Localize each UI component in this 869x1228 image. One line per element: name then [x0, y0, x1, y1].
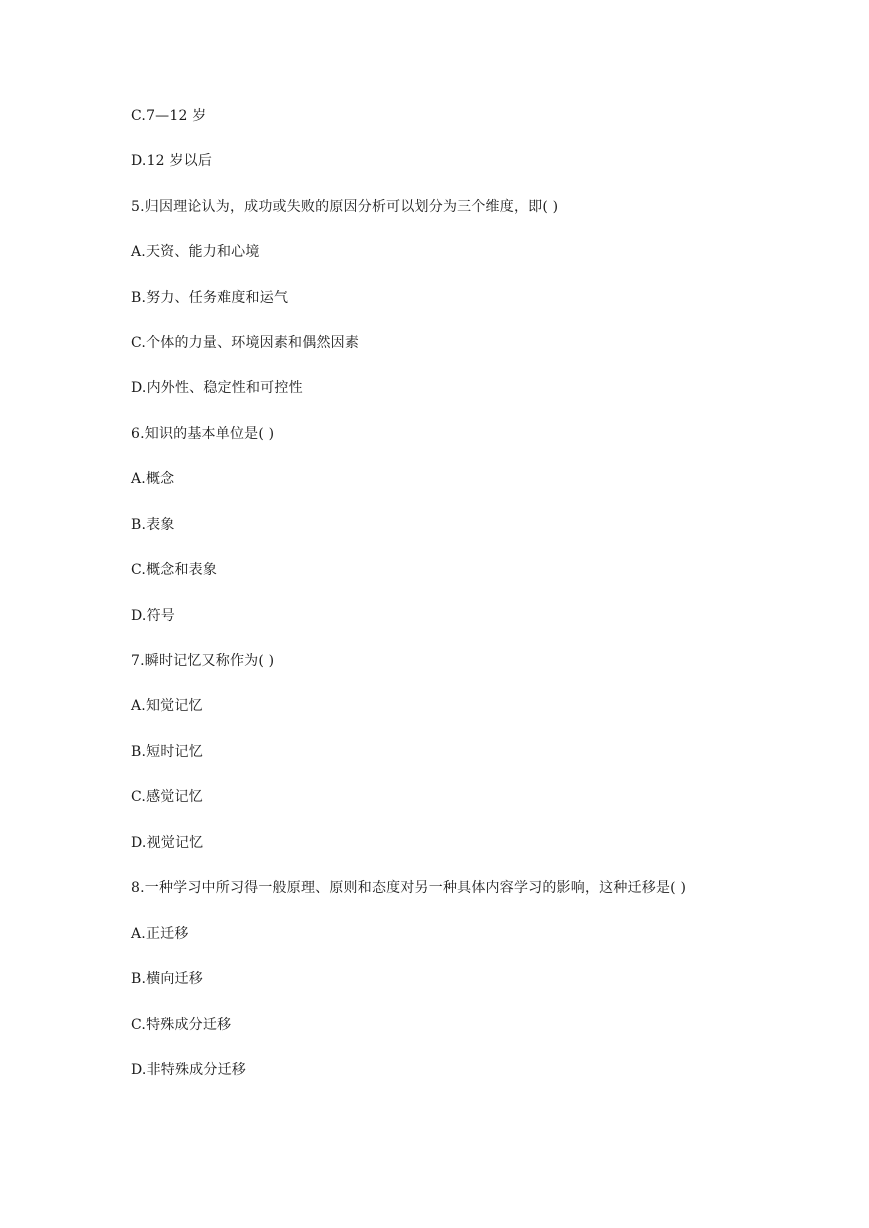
option-c-q6: C.概念和表象: [131, 562, 218, 578]
option-d-q7: D.视觉记忆: [131, 835, 204, 851]
option-a-q5: A.天资、能力和心境: [131, 244, 260, 260]
option-c-q7: C.感觉记忆: [131, 789, 203, 805]
question-5: 5.归因理论认为，成功或失败的原因分析可以划分为三个维度，即( ): [131, 199, 559, 215]
question-6: 6.知识的基本单位是( ): [131, 426, 275, 442]
option-a-q6: A.概念: [131, 471, 175, 487]
option-b-q6: B.表象: [131, 517, 175, 533]
question-8: 8.一种学习中所习得一般原理、原则和态度对另一种具体内容学习的影响，这种迁移是( ): [131, 880, 687, 896]
option-b-q8: B.横向迁移: [131, 971, 203, 987]
option-b-q5: B.努力、任务难度和运气: [131, 290, 289, 306]
option-a-q7: A.知觉记忆: [131, 698, 203, 714]
option-a-q8: A.正迁移: [131, 926, 189, 942]
option-c-q8: C.特殊成分迁移: [131, 1017, 232, 1033]
option-c-q4: C.7—12 岁: [131, 108, 207, 124]
option-d-q4: D.12 岁以后: [131, 153, 213, 169]
option-d-q6: D.符号: [131, 608, 175, 624]
option-d-q8: D.非特殊成分迁移: [131, 1062, 246, 1078]
question-7: 7.瞬时记忆又称作为( ): [131, 653, 275, 669]
option-d-q5: D.内外性、稳定性和可控性: [131, 380, 303, 396]
option-c-q5: C.个体的力量、环境因素和偶然因素: [131, 335, 360, 351]
option-b-q7: B.短时记忆: [131, 744, 203, 760]
